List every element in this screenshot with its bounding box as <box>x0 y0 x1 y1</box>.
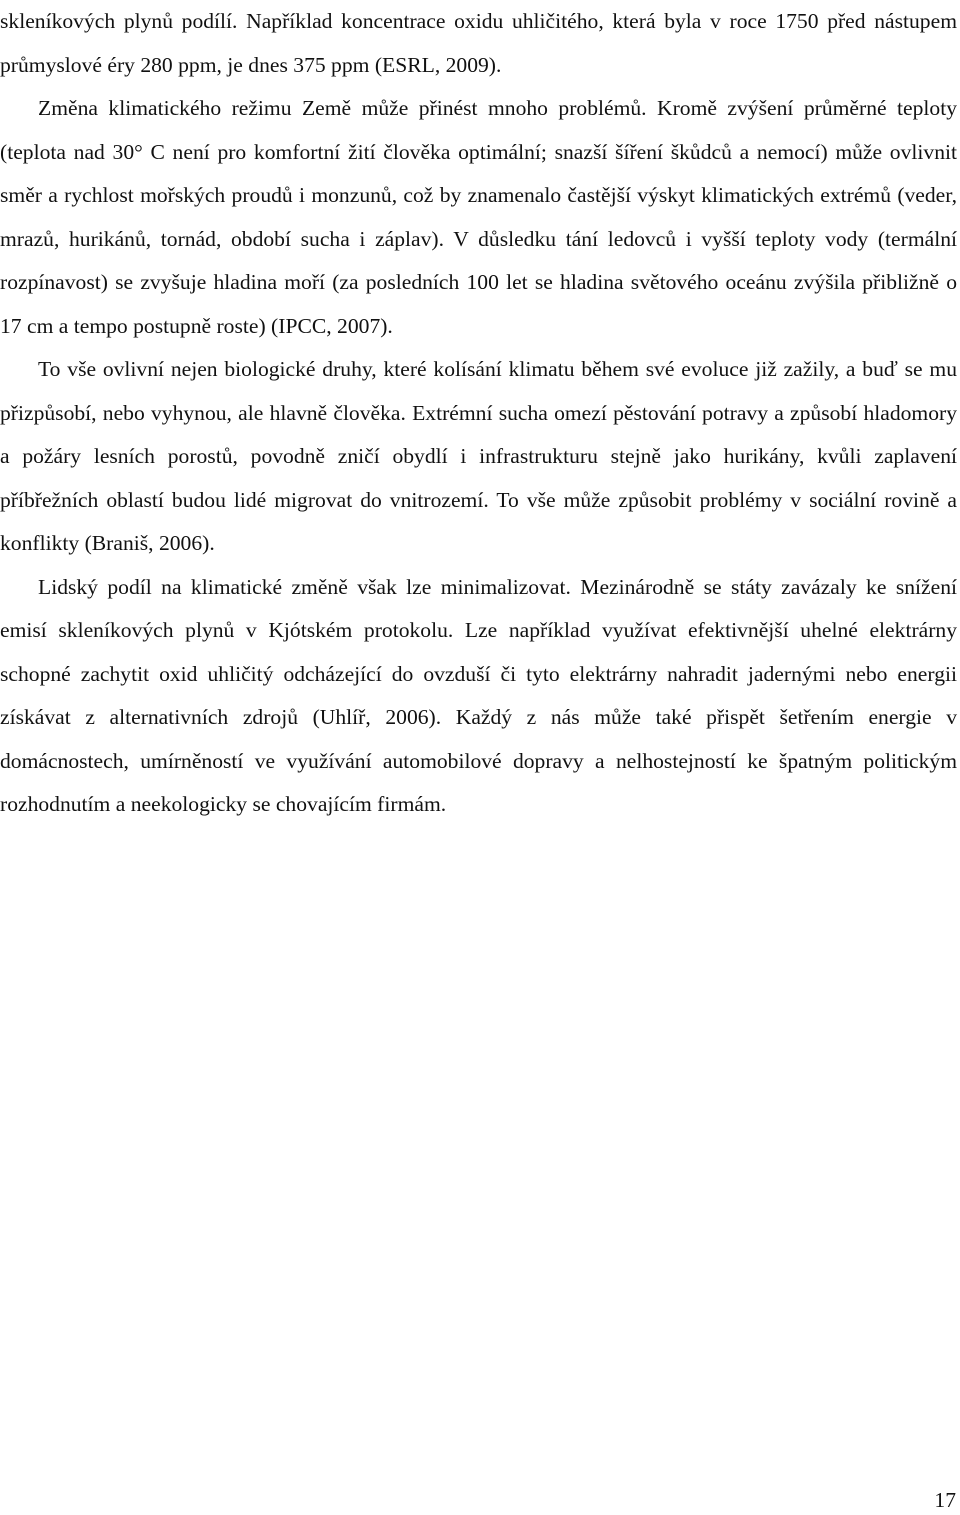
paragraph-impacts: To vše ovlivní nejen biologické druhy, které kolísání klimatu během své evoluce již zažily, a buď se mu přizpůsobí, nebo vyhynou, ale hlavně člověka. Extrémní sucha omezí pěstování potravy a způsobí hladomory a požáry lesních porostů, povodně zničí obydlí i infrastrukturu stejně jako hurikány, kvůli zaplavení příbřežních oblastí budou lidé migrovat do vnitrozemí. To vše může způsobit problémy v sociální rovině a konflikty (Braniš, 2006). <box>0 357 957 555</box>
page-number: 17 <box>934 1488 956 1512</box>
paragraph-climate-change-problems: Změna klimatického režimu Země může přinést mnoho problémů. Kromě zvýšení průměrné teploty (teplota nad 30° C není pro komfortní žití člověka optimální; snazší šíření škůdců a nemocí) může ovlivnit směr a rychlost mořských proudů i monzunů, což by znamenalo častější výskyt klimatických extrémů (veder, mrazů, hurikánů, tornád, období sucha i záplav). V důsledku tání ledovců i vyšší teploty vody (termální rozpínavost) se zvyšuje hladina moří (za posledních 100 let se hladina světového oceánu zvýšila přibližně o 17 cm a tempo postupně roste) (IPCC, 2007). <box>0 96 957 338</box>
paragraph-continuation: skleníkových plynů podílí. Například koncentrace oxidu uhličitého, která byla v roce 1750 před nástupem průmyslové éry 280 ppm, je dnes 375 ppm (ESRL, 2009). <box>0 9 957 77</box>
paragraph-mitigation: Lidský podíl na klimatické změně však lze minimalizovat. Mezinárodně se státy zavázaly ke snížení emisí skleníkových plynů v Kjótském protokolu. Lze například využívat efektivnější uhelné elektrárny schopné zachytit oxid uhličitý odcházející do ovzduší či tyto elektrárny nahradit jadernými nebo energii získávat z alternativních zdrojů (Uhlíř, 2006). Každý z nás může také přispět šetřením energie v domácnostech, umírněností ve využívání automobilové dopravy a nelhostejností ke špatným politickým rozhodnutím a neekologicky se chovajícím firmám. <box>0 574 957 816</box>
